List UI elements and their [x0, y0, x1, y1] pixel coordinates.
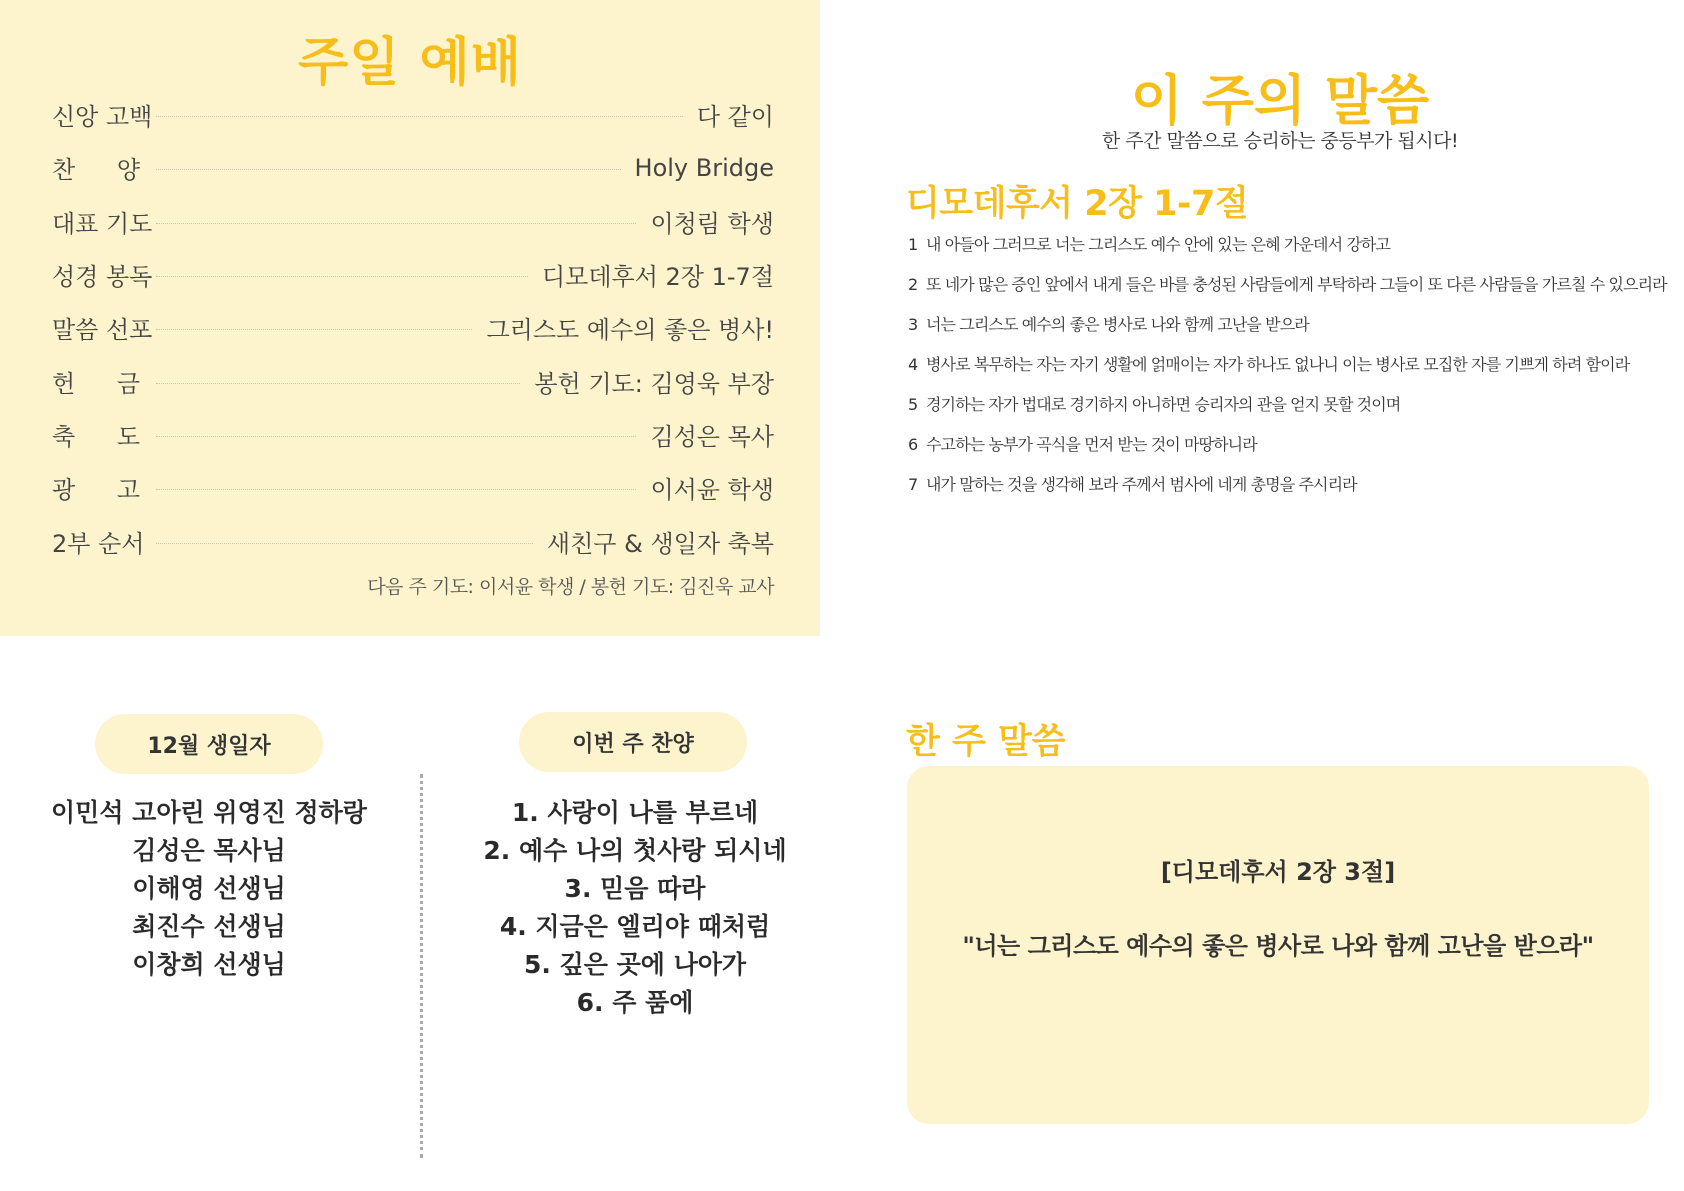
worship-order-list: [52, 88, 774, 568]
order-value: 이서윤 학생: [650, 476, 774, 505]
hymn-list: [440, 794, 830, 1022]
order-label: 신앙 고백: [52, 103, 153, 132]
verse-number: 1: [908, 235, 918, 254]
verse-item: [908, 272, 1668, 312]
order-value: 새친구 & 생일자 축복: [546, 529, 774, 558]
order-label: 말씀 선포: [52, 316, 153, 345]
order-label: [52, 364, 140, 399]
order-value: 김성은 목사: [650, 422, 774, 451]
verse-number: 7: [908, 475, 918, 494]
order-row-praise: [52, 141, 774, 194]
verse-list: [908, 232, 1668, 512]
order-row-scripture: [52, 248, 774, 301]
verse-number: 5: [908, 395, 918, 414]
verse-item: [908, 352, 1668, 392]
hymn-item: 3. 믿음 따라: [564, 874, 706, 903]
verse-text: 내가 말하는 것을 생각해 보라 주께서 범사에 네게 총명을 주시리라: [926, 475, 1357, 494]
birthday-list: [30, 794, 388, 984]
order-label: 2부 순서: [52, 529, 145, 558]
passage-reference: 디모데후서 2장 1-7절: [906, 184, 1249, 224]
verse-text: 너는 그리스도 예수의 좋은 병사로 나와 함께 고난을 받으라: [926, 315, 1309, 334]
order-value: Holy Bridge: [634, 153, 774, 182]
order-value: 디모데후서 2장 1-7절: [541, 263, 774, 292]
verse-text: 수고하는 농부가 곡식을 먼저 받는 것이 마땅하니라: [926, 435, 1257, 454]
birthday-name: 김성은 목사님: [132, 836, 286, 865]
dotted-leader: [156, 223, 636, 224]
word-of-week-subtitle: 한 주간 말씀으로 승리하는 중등부가 됩시다!: [1101, 130, 1459, 152]
hymn-item: 5. 깊은 곳에 나아가: [523, 950, 747, 979]
birthday-heading-pill: 12월 생일자: [95, 714, 323, 774]
order-label-char: 찬: [52, 156, 76, 185]
birthday-name: 이해영 선생님: [132, 874, 286, 903]
order-label-char: 축: [52, 422, 76, 451]
verse-text: 경기하는 자가 법대로 경기하지 아니하면 승리자의 관을 얻지 못할 것이며: [926, 395, 1401, 414]
weekly-verse-box: [907, 766, 1649, 1124]
dotted-leader: [156, 543, 533, 544]
word-of-week-title: 이 주의 말씀: [1130, 69, 1430, 132]
weekly-verse-title: 한 주 말씀: [906, 722, 1066, 762]
hymn-item: 6. 주 품에: [576, 988, 694, 1017]
verse-item: [908, 312, 1668, 352]
verse-number: 2: [908, 275, 918, 294]
hymn-item: 1. 사랑이 나를 부르네: [511, 798, 759, 827]
order-label-char: 헌: [52, 369, 76, 398]
weekly-verse-text: "너는 그리스도 예수의 좋은 병사로 나와 함께 고난을 받으라": [962, 932, 1594, 960]
verse-item: [908, 432, 1668, 472]
next-week-note: 다음 주 기도: 이서윤 학생 / 봉헌 기도: 김진욱 교사: [367, 576, 774, 598]
order-label-char: 광: [52, 476, 76, 505]
order-value: 봉헌 기도: 김영욱 부장: [534, 369, 774, 398]
order-label: [52, 150, 140, 185]
order-row-second-part: [52, 514, 774, 567]
dotted-leader: [156, 116, 683, 117]
hymn-item: 4. 지금은 엘리야 때처럼: [499, 912, 771, 941]
dotted-leader: [156, 489, 636, 490]
dotted-leader: [156, 276, 528, 277]
verse-text: 내 아들아 그러므로 너는 그리스도 예수 안에 있는 은혜 가운데서 강하고: [926, 235, 1390, 254]
hymn-heading-pill: 이번 주 찬양: [519, 712, 747, 772]
order-label: 성경 봉독: [52, 263, 153, 292]
worship-order-panel: [0, 0, 820, 636]
order-value: 그리스도 예수의 좋은 병사!: [486, 316, 774, 345]
order-label-char: 도: [116, 422, 140, 451]
dotted-leader: [156, 329, 472, 330]
worship-order-title: 주일 예배: [297, 33, 523, 93]
verse-item: [908, 232, 1668, 272]
order-label: [52, 470, 140, 505]
birthday-name: 이민석 고아린 위영진 정하랑: [51, 798, 367, 827]
weekly-verse-reference: [디모데후서 2장 3절]: [1160, 858, 1396, 886]
verse-number: 3: [908, 315, 918, 334]
order-row-benediction: [52, 408, 774, 461]
order-row-confession: [52, 88, 774, 141]
verse-number: 6: [908, 435, 918, 454]
dotted-leader: [156, 383, 520, 384]
order-label: [52, 417, 140, 452]
order-row-offering: [52, 354, 774, 407]
verse-number: 4: [908, 355, 918, 374]
order-row-sermon: [52, 301, 774, 354]
birthday-name: 최진수 선생님: [132, 912, 286, 941]
order-value: 다 같이: [696, 103, 774, 132]
verse-item: [908, 392, 1668, 432]
verse-text: 병사로 복무하는 자는 자기 생활에 얽매이는 자가 하나도 없나니 이는 병사로 모집한 자를 기쁘게 하려 함이라: [926, 355, 1630, 374]
dotted-divider: [420, 774, 423, 1158]
order-row-prayer: [52, 195, 774, 248]
verse-item: [908, 472, 1668, 512]
order-value: 이청림 학생: [650, 209, 774, 238]
dotted-leader: [156, 169, 621, 170]
order-label: 대표 기도: [52, 209, 153, 238]
hymn-item: 2. 예수 나의 첫사랑 되시네: [483, 836, 787, 865]
dotted-leader: [156, 436, 636, 437]
order-label-char: 양: [116, 156, 140, 185]
birthday-name: 이창희 선생님: [132, 950, 286, 979]
order-row-announcements: [52, 461, 774, 514]
order-label-char: 금: [116, 369, 140, 398]
verse-text: 또 네가 많은 증인 앞에서 내게 들은 바를 충성된 사람들에게 부탁하라 그들이 또 다른 사람들을 가르칠 수 있으리라: [926, 275, 1667, 294]
order-label-char: 고: [116, 476, 140, 505]
